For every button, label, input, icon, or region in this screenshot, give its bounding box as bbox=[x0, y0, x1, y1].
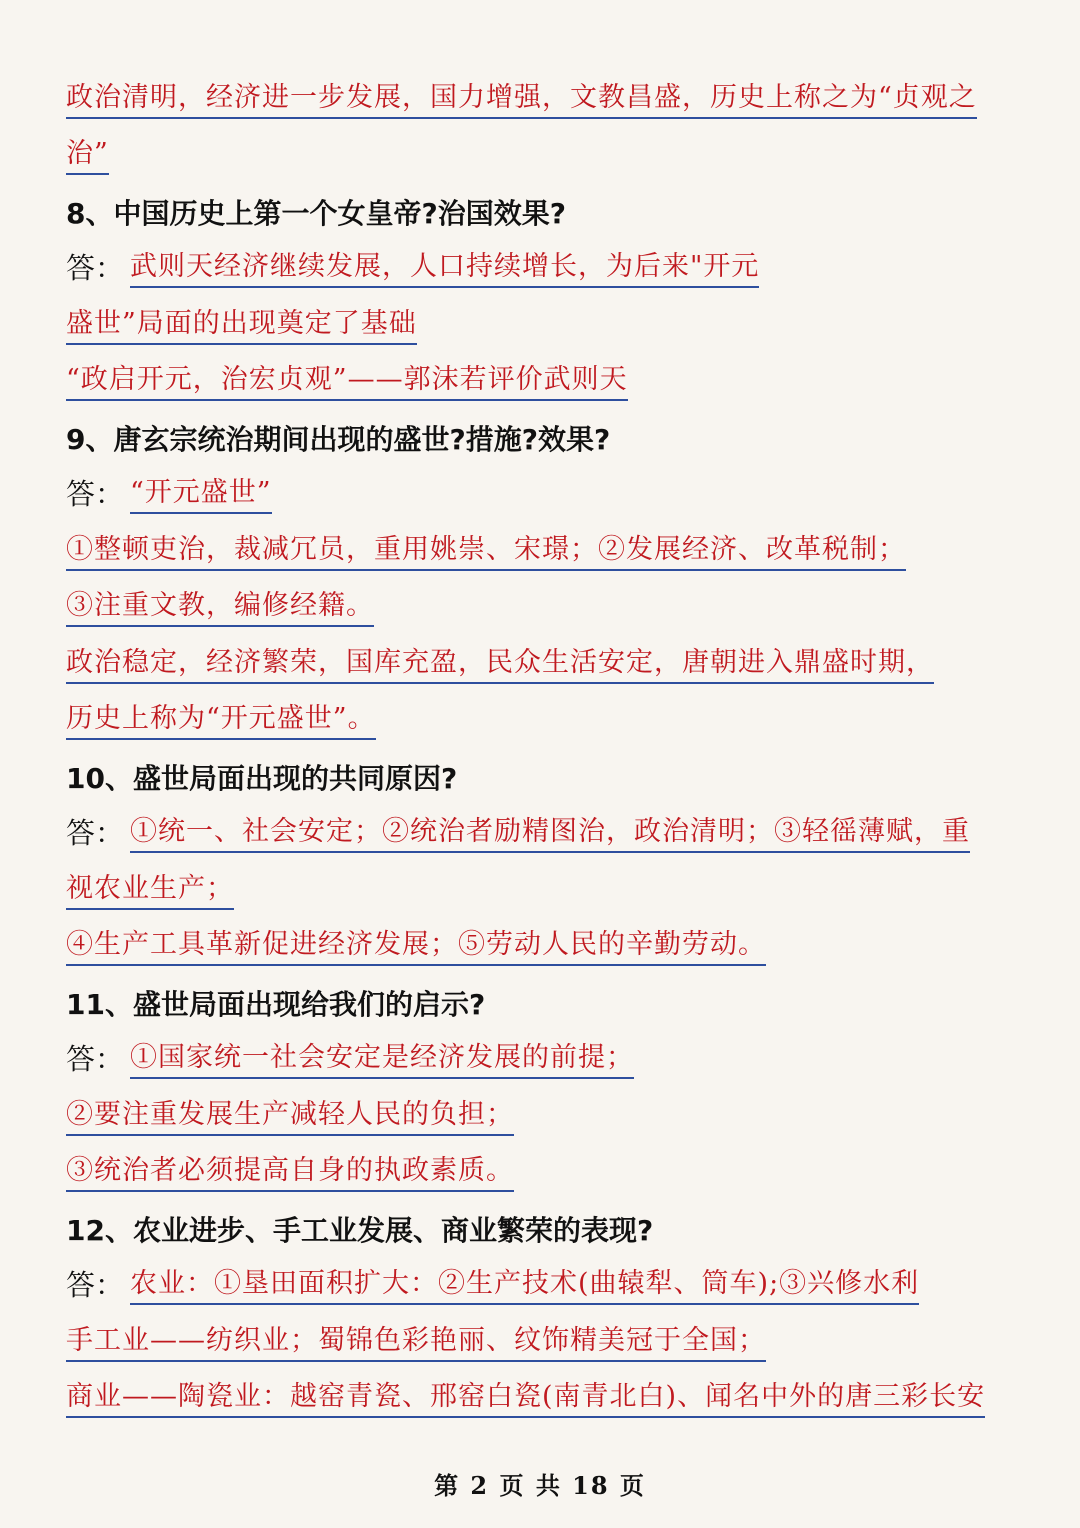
answer-text: 商业——陶瓷业：越窑青瓷、邢窑白瓷(南青北白)、闻名中外的唐三彩长安 bbox=[66, 1379, 985, 1418]
answer-label: 答： bbox=[66, 1042, 125, 1076]
answer-text: 手工业——纺织业；蜀锦色彩艳丽、纹饰精美冠于全国； bbox=[66, 1323, 766, 1362]
answer-text: 武则天经济继续发展，人口持续增长，为后来"开元 bbox=[130, 249, 759, 288]
answer-line bbox=[66, 296, 1026, 353]
answer-text: ①统一、社会安定；②统治者励精图治，政治清明；③轻徭薄赋，重 bbox=[130, 814, 970, 853]
question-line bbox=[66, 974, 1026, 1031]
answer-line bbox=[66, 692, 1026, 749]
answer-label: 答： bbox=[66, 1268, 125, 1302]
answer-line bbox=[66, 579, 1026, 636]
answer-text: ①整顿吏治，裁减冗员，重用姚崇、宋璟；②发展经济、改革税制； bbox=[66, 532, 906, 571]
answer-line bbox=[66, 353, 1026, 410]
answer-text: ③统治者必须提高自身的执政素质。 bbox=[66, 1153, 514, 1192]
answer-line bbox=[66, 861, 1026, 918]
question-heading: 12、农业进步、手工业发展、商业繁荣的表现? bbox=[66, 1213, 654, 1247]
answer-line bbox=[66, 1031, 1026, 1088]
answer-label: 答： bbox=[66, 477, 125, 511]
page-number: 第 2 页 共 18 页 bbox=[434, 1471, 646, 1500]
answer-line bbox=[66, 1144, 1026, 1201]
answer-line bbox=[66, 127, 1026, 184]
question-line bbox=[66, 1200, 1026, 1257]
answer-line bbox=[66, 635, 1026, 692]
answer-text: ④生产工具革新促进经济发展；⑤劳动人民的辛勤劳动。 bbox=[66, 927, 766, 966]
question-line bbox=[66, 409, 1026, 466]
answer-text: 农业：①垦田面积扩大：②生产技术(曲辕犁、筒车);③兴修水利 bbox=[130, 1266, 919, 1305]
answer-text: 政治稳定，经济繁荣，国库充盈，民众生活安定，唐朝进入鼎盛时期， bbox=[66, 645, 934, 684]
question-line bbox=[66, 748, 1026, 805]
answer-line bbox=[66, 1370, 1026, 1427]
question-heading: 11、盛世局面出现给我们的启示? bbox=[66, 987, 486, 1021]
answer-text: ①国家统一社会安定是经济发展的前提； bbox=[130, 1040, 634, 1079]
question-heading: 10、盛世局面出现的共同原因? bbox=[66, 761, 458, 795]
answer-text: 视农业生产； bbox=[66, 871, 234, 910]
answer-line bbox=[66, 522, 1026, 579]
answer-label: 答： bbox=[66, 816, 125, 850]
answer-line bbox=[66, 1313, 1026, 1370]
answer-line bbox=[66, 70, 1026, 127]
answer-text: “政启开元，治宏贞观”——郭沫若评价武则天 bbox=[66, 362, 628, 401]
answer-text: 历史上称为“开元盛世”。 bbox=[66, 701, 376, 740]
answer-line bbox=[66, 918, 1026, 975]
question-line bbox=[66, 183, 1026, 240]
answer-line bbox=[66, 805, 1026, 862]
answer-line bbox=[66, 1257, 1026, 1314]
answer-line bbox=[66, 240, 1026, 297]
answer-text: 治” bbox=[66, 136, 109, 175]
answer-text: 盛世”局面的出现奠定了基础 bbox=[66, 306, 417, 345]
answer-label: 答： bbox=[66, 251, 125, 285]
question-heading: 9、唐玄宗统治期间出现的盛世?措施?效果? bbox=[66, 422, 611, 456]
question-heading: 8、中国历史上第一个女皇帝?治国效果? bbox=[66, 196, 566, 230]
answer-line bbox=[66, 466, 1026, 523]
answer-text: 政治清明，经济进一步发展，国力增强，文教昌盛，历史上称之为“贞观之 bbox=[66, 80, 977, 119]
document-body bbox=[66, 70, 1026, 1426]
answer-text: ③注重文教，编修经籍。 bbox=[66, 588, 374, 627]
answer-line bbox=[66, 1087, 1026, 1144]
answer-text: “开元盛世” bbox=[130, 475, 272, 514]
answer-text: ②要注重发展生产减轻人民的负担； bbox=[66, 1097, 514, 1136]
